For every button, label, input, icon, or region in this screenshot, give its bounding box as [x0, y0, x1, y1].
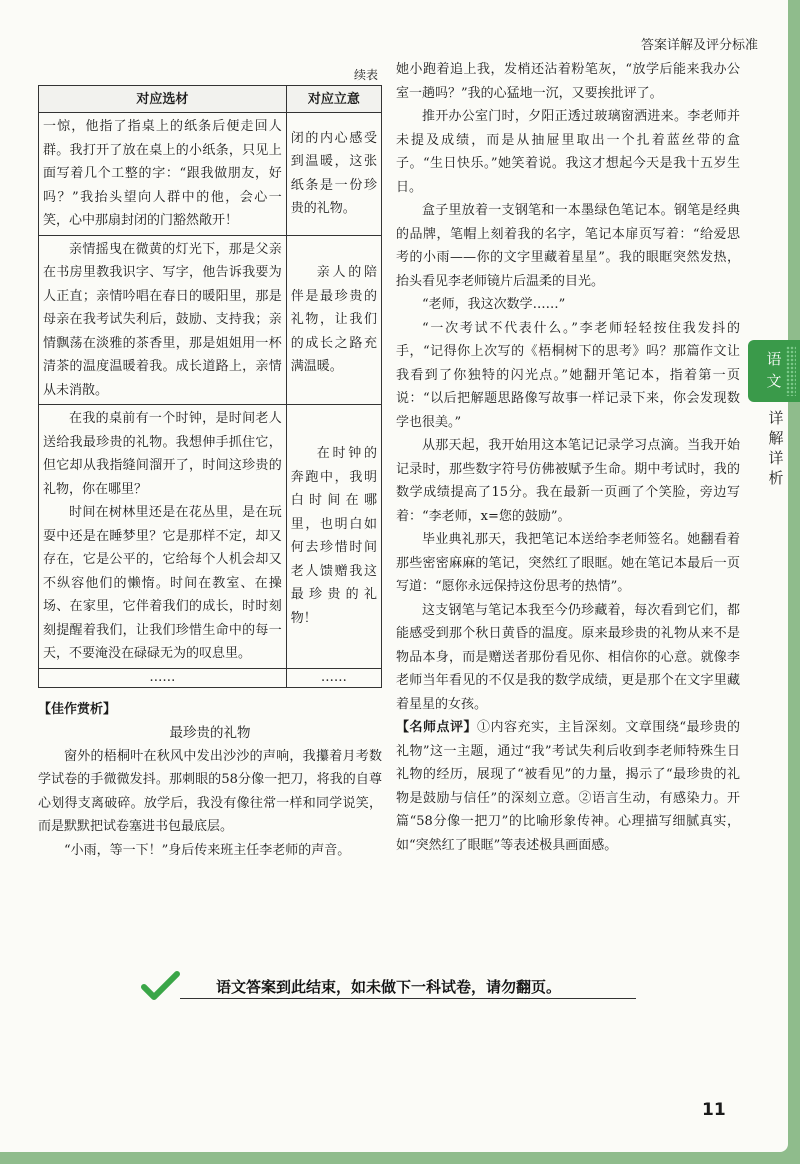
essay-paragraph: 推开办公室门时，夕阳正透过玻璃窗洒进来。李老师并未提及成绩，而是从抽屉里取出一个扎着蓝丝带的盒子。“生日快乐。”她笑着说。我这才想起今天是我十五岁生日。 — [396, 109, 740, 195]
teacher-comment — [396, 716, 740, 857]
essay-paragraph: 盒子里放着一支钢笔和一本墨绿色笔记本。钢笔是经典的品牌，笔帽上刻着我的名字，笔记本扉页写着：“给爱思考的小雨——你的文字里藏着星星”。我的眼眶突然发热，抬头看见李老师镜片后温柔的目光。 — [396, 203, 740, 289]
subject-tab[interactable] — [748, 340, 800, 402]
checkmark-icon — [140, 970, 180, 1002]
table-header-idea: 对应立意 — [286, 86, 381, 113]
essay-paragraph: “小雨，等一下！”身后传来班主任李老师的声音。 — [64, 842, 351, 858]
essay-paragraph: “一次考试不代表什么。”李老师轻轻按住我发抖的手，“记得你上次写的《梧桐树下的思考》吗？那篇作文让我看到了你独特的闪光点。”她翻开笔记本，指着第一页说：“以后把解题思路像写故事一样记录下来，你会发现数学也很美。” — [396, 320, 740, 430]
table-row — [39, 405, 382, 669]
page-number: 11 — [702, 1100, 726, 1120]
essay-paragraph: 毕业典礼那天，我把笔记本送给李老师签名。她翻看着那些密密麻麻的笔记，突然红了眼眶。她在笔记本最后一页写道：“愿你永远保持这份思考的热情”。 — [396, 532, 740, 594]
essay-paragraph: 这支钢笔与笔记本我至今仍珍藏着，每次看到它们，都能感受到那个秋日黄昏的温度。原来最珍贵的礼物从来不是物品本身，而是赠送者那份看见你、相信你的心意。就像李老师当年看见的不仅是我的数学成绩，更是那个在文字里藏着星星的女孩。 — [396, 602, 740, 712]
table-row-ellipsis — [39, 668, 382, 687]
right-column — [396, 58, 740, 857]
header-title: 答案详解及评分标准 — [640, 38, 758, 53]
table-cell-idea — [286, 235, 381, 405]
left-column — [38, 66, 382, 862]
end-notice-rule — [180, 998, 636, 999]
table-cell-idea — [286, 405, 381, 669]
essay-title: 最珍贵的礼物 — [169, 724, 251, 741]
material-text: 在我的桌前有一个时钟，是时间老人送给我最珍贵的礼物。我想伸手抓住它，但它却从我指缝间溜开了，时间这珍贵的礼物，你在哪里？ — [43, 411, 282, 497]
essay-paragraph: “老师，我这次数学……” — [422, 297, 566, 312]
table-row — [39, 235, 382, 405]
end-notice — [140, 970, 640, 1006]
table-cell-material — [39, 405, 287, 669]
ellipsis-cell: …… — [39, 668, 287, 687]
table-continued-label: 续表 — [353, 68, 378, 82]
idea-text: 在时钟的奔跑中，我明白时间在哪里，也明白如何去珍惜时间老人馈赠我这最珍贵的礼物！ — [290, 446, 377, 626]
side-label: 详解详析 — [768, 409, 784, 487]
essay-paragraph: 从那天起，我开始用这本笔记记录学习点滴。当我开始记录时，那些数字符号仿佛被赋予生命。期中考试时，我的数学成绩提高了15分。我在最新一页画了个笑脸，旁边写着：“李老师，x=您的鼓励”。 — [396, 438, 740, 524]
ellipsis-cell: …… — [286, 668, 381, 687]
material-text: 时间在树林里还是在花丛里，是在玩耍中还是在睡梦里？它是那样不定，却又存在，它是公平的，它给每个人机会却又不纵容他们的懒惰。时间在教室、在操场、在家里，它伴着我们的成长，时时刻刻提醒着我们，让我们珍惜生命中的每一天，不要淹没在碌碌无为的叹息里。 — [43, 505, 282, 661]
essay-paragraph: 窗外的梧桐叶在秋风中发出沙沙的声响，我攥着月考数学试卷的手微微发抖。那刺眼的58分像一把刀，将我的自尊心划得支离破碎。放学后，我没有像往常一样和同学说笑，而是默默把试卷塞进书包最底层。 — [38, 748, 382, 834]
idea-text: 亲人的陪伴是最珍贵的礼物，让我们的成长之路充满温暖。 — [290, 265, 377, 374]
table-row — [39, 113, 382, 236]
idea-text: 闭的内心感受到温暖，这张纸条是一份珍贵的礼物。 — [290, 130, 377, 217]
end-notice-text: 语文答案到此结束，如未做下一科试卷，请勿翻页。 — [216, 978, 562, 996]
essay-paragraph: 她小跑着追上我，发梢还沾着粉笔灰，“放学后能来我办公室一趟吗？”我的心猛地一沉，又要挨批评了。 — [396, 62, 740, 101]
material-idea-table — [38, 85, 382, 688]
table-cell-idea — [286, 113, 381, 236]
dot-pattern-icon — [786, 346, 796, 396]
table-cell-material — [39, 113, 287, 236]
table-cell-material — [39, 235, 287, 405]
appreciation-heading: 【佳作赏析】 — [38, 701, 117, 717]
table-header-material: 对应选材 — [39, 86, 287, 113]
material-text: 一惊，他指了指桌上的纸条后便走回人群。我打开了放在桌上的小纸条，只见上面写着几个工整的字：“跟我做朋友，好吗？”我抬头望向人群中的他，会心一笑，心中那扇封闭的门豁然敞开！ — [43, 119, 282, 228]
comment-label: 【名师点评】 — [396, 720, 477, 735]
material-text: 亲情摇曳在微黄的灯光下，那是父亲在书房里教我识字、写字，他告诉我要为人正直；亲情吟唱在春日的暖阳里，那是母亲在我考试失利后，鼓励、支持我；亲情飘荡在淡雅的茶香里，那是姐姐用一杯清茶的温度温暖着我。成长道路上，亲情从未消散。 — [43, 241, 282, 398]
subject-label: 语文 — [766, 350, 782, 390]
comment-text: ①内容充实，主旨深刻。文章围绕“最珍贵的礼物”这一主题，通过“我”考试失利后收到李老师特殊生日礼物的经历，展现了“被看见”的力量，揭示了“最珍贵的礼物是鼓励与信任”的深刻立意。②语言生动，有感染力。开篇“58分像一把刀”的比喻形象传神。心理描写细腻真实，如“突然红了眼眶”等表述极具画面感。 — [396, 720, 740, 853]
